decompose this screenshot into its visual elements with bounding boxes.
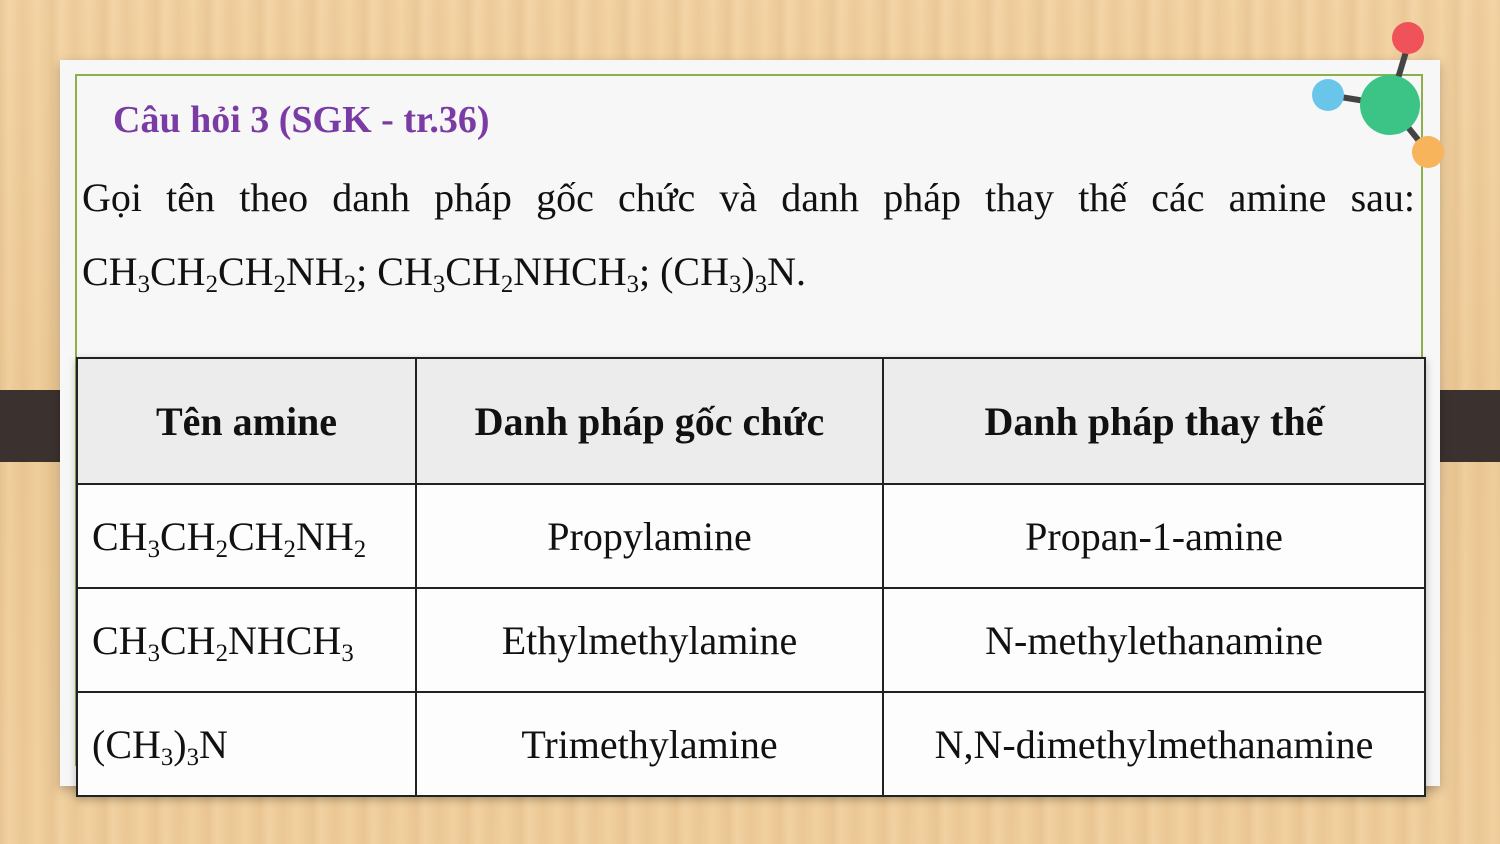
header-functional-class-name: Danh pháp gốc chức xyxy=(416,358,883,484)
atom-bottom xyxy=(1412,136,1444,168)
question-title: Câu hỏi 3 (SGK - tr.36) xyxy=(113,99,490,141)
header-amine-name: Tên amine xyxy=(77,358,416,484)
functional-name-cell: Propylamine xyxy=(416,484,883,588)
amine-formula-cell: $CH_3CH_2NHCH_3$ xyxy=(77,588,416,692)
atom-center xyxy=(1360,75,1420,135)
table-row xyxy=(77,588,1425,692)
atom-left xyxy=(1312,79,1344,111)
substitutive-name-cell: N-methylethanamine xyxy=(883,588,1425,692)
table-header-row xyxy=(77,358,1425,484)
functional-name-cell: Trimethylamine xyxy=(416,692,883,796)
amine-formula-cell: $(CH_3)_3N$ xyxy=(77,692,416,796)
amine-naming-table xyxy=(76,357,1426,797)
header-substitutive-name: Danh pháp thay thế xyxy=(883,358,1425,484)
question-formulas: $CH_3CH_2CH_2NH_2$; $CH_3CH_2NHCH_3$; $(CH_3)_3N$. xyxy=(82,249,807,298)
atom-top xyxy=(1392,22,1424,54)
substitutive-name-cell: N,N-dimethylmethanamine xyxy=(883,692,1425,796)
functional-name-cell: Ethylmethylamine xyxy=(416,588,883,692)
wall-band-right xyxy=(1430,390,1500,462)
table-row xyxy=(77,484,1425,588)
amine-formula-cell: $CH_3CH_2CH_2NH_2$ xyxy=(77,484,416,588)
question-prompt: Gọi tên theo danh pháp gốc chức và danh pháp thay thế các amine sau: xyxy=(82,175,1415,220)
substitutive-name-cell: Propan-1-amine xyxy=(883,484,1425,588)
molecule-icon xyxy=(1300,10,1460,180)
table-row xyxy=(77,692,1425,796)
